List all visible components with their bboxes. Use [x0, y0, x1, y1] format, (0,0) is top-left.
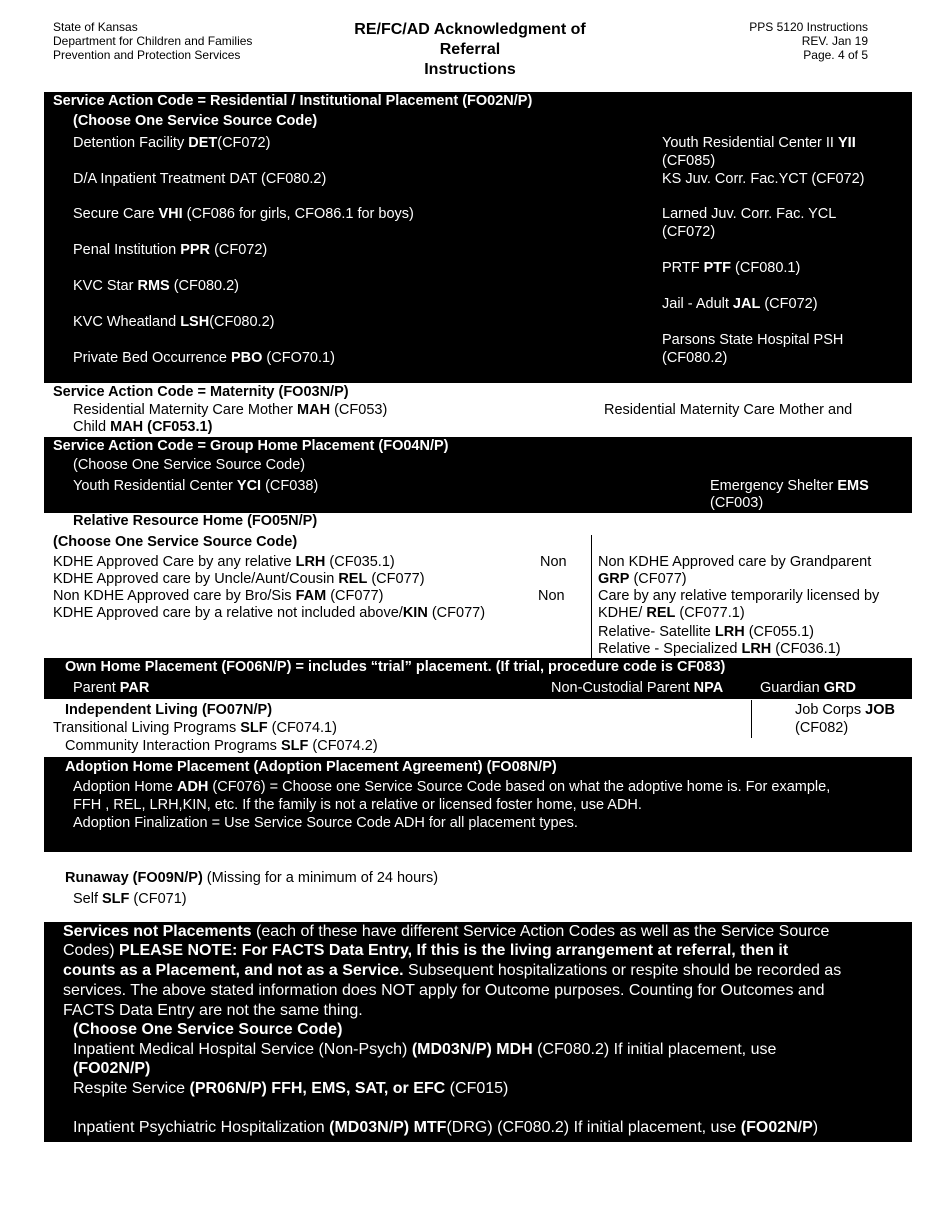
text: FFH , REL, LRH,KIN, etc. If the family is not a relative or licensed foster home, use ADH. — [73, 797, 642, 813]
text: Secure Care — [73, 206, 159, 222]
bold-text: RMS — [137, 278, 170, 294]
text: Community Interaction Programs — [65, 738, 281, 754]
bold-text: (Choose One Service Source Code) — [73, 1021, 343, 1038]
page-number: Page. 4 of 5 — [803, 48, 868, 62]
bold-text: PAR — [119, 680, 150, 696]
bold-text: PTF — [703, 260, 732, 276]
text: Job Corps — [795, 702, 866, 718]
text-line — [710, 494, 763, 512]
agency-line: Department for Children and Families — [53, 34, 253, 48]
text: (CF085) — [662, 153, 716, 169]
column-divider — [591, 535, 592, 658]
bold-text: MAH — [297, 402, 331, 418]
text-line — [73, 778, 830, 796]
section-heading: Relative Resource Home (FO05N/P) — [73, 513, 318, 529]
bold-text: LSH — [180, 314, 210, 330]
text: KS Juv. Corr. Fac.YCT (CF072) — [662, 171, 865, 187]
bold-text: ADH — [176, 779, 209, 795]
text-line — [598, 553, 871, 571]
bold-text: PLEASE NOTE: For FACTS Data Entry, If this is the living arrangement at referral, then it — [119, 942, 789, 959]
text-line — [662, 134, 856, 152]
agency-line: State of Kansas — [53, 20, 138, 34]
text-line — [662, 152, 715, 170]
text: (CF036.1) — [771, 641, 841, 657]
text-line — [53, 719, 337, 737]
text-line — [53, 587, 383, 605]
text-line — [73, 796, 642, 814]
text-line — [73, 241, 267, 259]
text: Adoption Finalization = Use Service Source Code ADH for all placement types. — [73, 815, 578, 831]
text: Parsons State Hospital PSH — [662, 332, 844, 348]
non-label: Non — [540, 554, 567, 570]
text-line — [551, 679, 723, 697]
text: Respite Service — [73, 1080, 190, 1097]
text: Youth Residential Center II — [662, 135, 838, 151]
column-divider — [751, 700, 752, 738]
text: (CF071) — [129, 891, 187, 907]
text-line — [53, 604, 485, 622]
bold-text: NPA — [693, 680, 724, 696]
bold-text: LRH — [295, 554, 326, 570]
title-line: RE/FC/AD Acknowledgment of — [354, 21, 586, 38]
section-heading: Adoption Home Placement (Adoption Placement Agreement) (FO08N/P) — [65, 759, 557, 775]
text-line — [63, 981, 825, 1001]
bold-text: FAM — [295, 588, 327, 604]
text-line — [63, 922, 829, 942]
text-line — [65, 869, 438, 887]
text: (CF053) — [330, 402, 388, 418]
bold-text: JAL — [732, 296, 761, 312]
bold-text: KIN — [402, 605, 428, 621]
text: (CF074.2) — [308, 738, 378, 754]
text-line — [662, 223, 715, 241]
text: Residential Maternity Care Mother — [73, 402, 298, 418]
text-line — [63, 941, 788, 961]
bold-text: (FO02N/P) — [73, 1060, 151, 1077]
text-line — [73, 890, 187, 908]
text: (CF077) — [326, 588, 384, 604]
bold-text: Services not Placements — [63, 923, 252, 940]
text: (CF035.1) — [325, 554, 395, 570]
text: (CF015) — [445, 1080, 509, 1097]
bold-text: PBO — [230, 350, 263, 366]
text-line — [662, 295, 818, 313]
text: Self — [73, 891, 103, 907]
form-number: PPS 5120 Instructions — [749, 20, 868, 34]
revision: REV. Jan 19 — [801, 34, 868, 48]
bold-text: (MD03N/P) MTF — [329, 1119, 447, 1136]
text-line — [73, 1040, 776, 1060]
text-line — [73, 418, 212, 436]
text: Inpatient Psychiatric Hospitalization — [73, 1119, 330, 1136]
agency-line: Prevention and Protection Services — [53, 48, 241, 62]
choose-note: (Choose One Service Source Code) — [53, 534, 298, 550]
text: Emergency Shelter — [710, 478, 838, 494]
text: Care by any relative temporarily licensed by — [598, 588, 880, 604]
bold-text: LRH — [714, 624, 745, 640]
bold-text: GRP — [598, 571, 630, 587]
text-line — [598, 604, 745, 622]
text-line — [604, 401, 852, 419]
non-label: Non — [538, 588, 565, 604]
text-line — [73, 814, 578, 832]
section-heading: Own Home Placement (FO06N/P) = includes “trial” placement. (If trial, procedure code is CF083) — [65, 659, 726, 675]
text: (CF080.2) — [169, 278, 240, 294]
text: (CF077) — [367, 571, 425, 587]
text-line — [662, 259, 800, 277]
bold-text: LRH — [741, 641, 772, 657]
text-line — [662, 331, 843, 349]
text: KDHE Approved care by Uncle/Aunt/Cousin — [53, 571, 339, 587]
text-line — [710, 477, 869, 495]
text-line — [598, 570, 687, 588]
text: (CF077) — [629, 571, 687, 587]
text-line — [63, 961, 841, 981]
text-line — [662, 349, 727, 367]
text-line — [73, 679, 149, 697]
text: Residential Maternity Care Mother and — [604, 402, 853, 418]
text-line — [73, 134, 270, 152]
bold-text: DET — [188, 135, 218, 151]
text-line — [662, 170, 865, 188]
text: Detention Facility — [73, 135, 189, 151]
text: (CF072) — [662, 224, 716, 240]
text: KDHE/ — [598, 605, 647, 621]
text-line — [65, 737, 378, 755]
text: D/A Inpatient Treatment DAT (CF080.2) — [73, 171, 327, 187]
title-line: Instructions — [424, 61, 516, 78]
bold-text: (FO02N/P — [740, 1119, 813, 1136]
choose-note: (Choose One Service Source Code) — [73, 113, 318, 129]
text: (CF003) — [710, 495, 764, 511]
section-heading: Service Action Code = Residential / Institutional Placement (FO02N/P) — [53, 93, 533, 109]
text: Parent — [73, 680, 120, 696]
text: Non-Custodial Parent — [551, 680, 694, 696]
text: Relative - Specialized — [598, 641, 742, 657]
section-heading: Service Action Code = Maternity (FO03N/P) — [53, 384, 349, 400]
text: Relative- Satellite — [598, 624, 715, 640]
bold-text: (MD03N/P) MDH — [411, 1041, 533, 1058]
bold-text: SLF — [280, 738, 309, 754]
text: Adoption Home — [73, 779, 177, 795]
text-line — [53, 570, 425, 588]
document-title — [300, 20, 640, 80]
text-line — [73, 349, 335, 367]
text-line — [73, 1020, 342, 1040]
bold-text: YII — [838, 135, 856, 151]
text: (CF072) — [760, 296, 818, 312]
text: (CF055.1) — [744, 624, 814, 640]
bold-text: REL — [338, 571, 368, 587]
text: (CFO70.1) — [262, 350, 335, 366]
text: Non KDHE Approved care by Grandparent — [598, 554, 872, 570]
bold-text: SLF — [240, 720, 268, 736]
bold-text: SLF — [102, 891, 130, 907]
text-line — [73, 277, 239, 295]
text: (each of these have different Service Action Codes as well as the Service Source — [251, 923, 830, 940]
text-line — [795, 719, 848, 737]
text: (CF080.1) — [731, 260, 801, 276]
text-line — [73, 313, 274, 331]
text: Inpatient Medical Hospital Service (Non-Psych) — [73, 1041, 412, 1058]
text: (CF080.2) If initial placement, use — [532, 1041, 777, 1058]
section-heading: Independent Living (FO07N/P) — [65, 702, 273, 718]
bold-text: JOB — [865, 702, 895, 718]
text-line — [53, 553, 395, 571]
bold-text: VHI — [158, 206, 183, 222]
bold-text: counts as a Placement, and not as a Service. — [63, 962, 404, 979]
text: Private Bed Occurrence — [73, 350, 231, 366]
text: Non KDHE Approved care by Bro/Sis — [53, 588, 296, 604]
text-line — [662, 205, 836, 223]
text: (Missing for a minimum of 24 hours) — [202, 870, 439, 886]
text: ) — [812, 1119, 819, 1136]
text: (CF086 for girls, CFO86.1 for boys) — [182, 206, 414, 222]
text: (CF080.2) — [209, 314, 275, 330]
text: (CF080.2) — [662, 350, 728, 366]
text: (DRG) (CF080.2) If initial placement, use — [446, 1119, 741, 1136]
text: (CF076) = Choose one Service Source Code based on what the adoptive home is. For example, — [208, 779, 831, 795]
text-line — [73, 1079, 508, 1099]
text: Penal Institution — [73, 242, 181, 258]
text: Child — [73, 419, 111, 435]
form-info — [749, 20, 868, 62]
text: PRTF — [662, 260, 704, 276]
text: (CF072) — [217, 135, 271, 151]
text-line — [73, 170, 326, 188]
text-line — [598, 623, 814, 641]
text: KDHE Approved care by a relative not included above/ — [53, 605, 403, 621]
text-line — [598, 587, 879, 605]
text: Codes) — [63, 942, 120, 959]
bold-text: GRD — [823, 680, 856, 696]
bold-text: PPR — [180, 242, 211, 258]
text: (CF038) — [261, 478, 319, 494]
text-line — [760, 679, 856, 697]
bold-text: YCI — [236, 478, 262, 494]
text-line — [63, 1001, 363, 1021]
text: KVC Wheatland — [73, 314, 181, 330]
title-line: Referral — [439, 41, 501, 58]
text: services. The above stated information does NOT apply for Outcome purposes. Counting for Outcomes and — [63, 982, 825, 999]
agency-block — [53, 20, 252, 62]
text: Subsequent hospitalizations or respite should be recorded as — [403, 962, 842, 979]
text: KVC Star — [73, 278, 138, 294]
bold-text: REL — [646, 605, 676, 621]
bold-text: MAH (CF053.1) — [110, 419, 213, 435]
text-line — [73, 205, 414, 223]
text: Larned Juv. Corr. Fac. YCL — [662, 206, 837, 222]
text: Guardian — [760, 680, 824, 696]
text-line — [73, 1059, 150, 1079]
text: (CF077.1) — [675, 605, 745, 621]
text-line — [73, 1118, 818, 1138]
section-heading: Service Action Code = Group Home Placement (FO04N/P) — [53, 438, 449, 454]
text: (CF082) — [795, 720, 849, 736]
text-line — [73, 401, 387, 419]
text: Youth Residential Center — [73, 478, 237, 494]
text: Transitional Living Programs — [53, 720, 241, 736]
text: (CF074.1) — [267, 720, 337, 736]
text: (CF072) — [210, 242, 268, 258]
text-line — [598, 640, 841, 658]
bold-text: Runaway (FO09N/P) — [65, 870, 203, 886]
text: KDHE Approved Care by any relative — [53, 554, 296, 570]
choose-note: (Choose One Service Source Code) — [73, 457, 306, 473]
text: FACTS Data Entry are not the same thing. — [63, 1002, 363, 1019]
bold-text: (PR06N/P) FFH, EMS, SAT, or EFC — [189, 1080, 446, 1097]
text: Jail - Adult — [662, 296, 733, 312]
bold-text: EMS — [837, 478, 869, 494]
text-line — [795, 701, 895, 719]
text: (CF077) — [427, 605, 486, 621]
text-line — [73, 477, 318, 495]
